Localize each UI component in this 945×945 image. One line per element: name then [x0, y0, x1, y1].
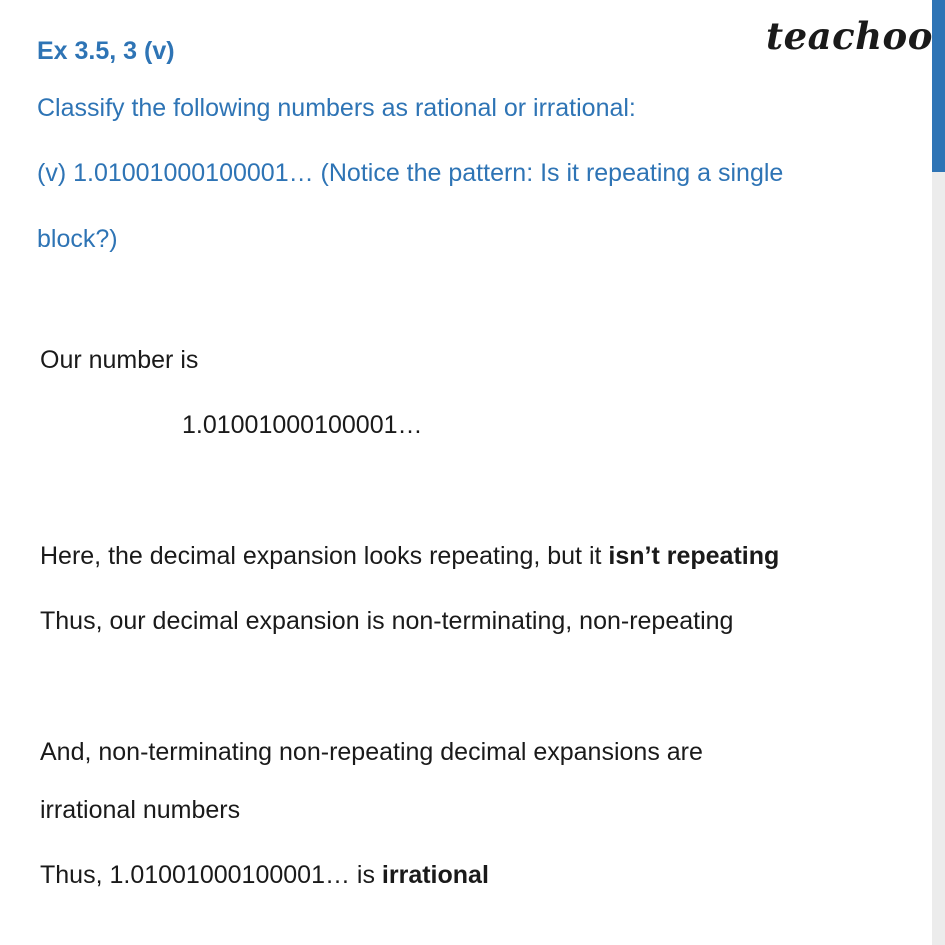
solution-final: [40, 860, 489, 890]
solution-fact-line-2: irrational numbers: [40, 796, 241, 824]
solution-number: 1.01001000100001…: [182, 411, 423, 439]
solution-intro: Our number is: [40, 346, 199, 374]
side-accent-bar: [932, 0, 945, 172]
solution-conclusion: Thus, our decimal expansion is non-terminating, non-repeating: [40, 607, 734, 635]
final-text: Thus, 1.01001000100001… is: [40, 861, 382, 889]
teachoo-logo: teachoo: [766, 14, 933, 58]
observation-text: Here, the decimal expansion looks repeating, but it: [40, 542, 609, 570]
final-emphasis: irrational: [381, 861, 489, 889]
exercise-title: Ex 3.5, 3 (v): [37, 37, 175, 65]
question-prompt: Classify the following numbers as rational or irrational:: [37, 94, 636, 122]
observation-emphasis: isn’t repeating: [608, 542, 780, 570]
question-part-line-1: (v) 1.01001000100001… (Notice the pattern: Is it repeating a single: [37, 159, 784, 187]
solution-observation: [40, 541, 779, 571]
question-part-line-2: block?): [37, 225, 118, 253]
solution-fact-line-1: And, non-terminating non-repeating decimal expansions are: [40, 738, 703, 766]
